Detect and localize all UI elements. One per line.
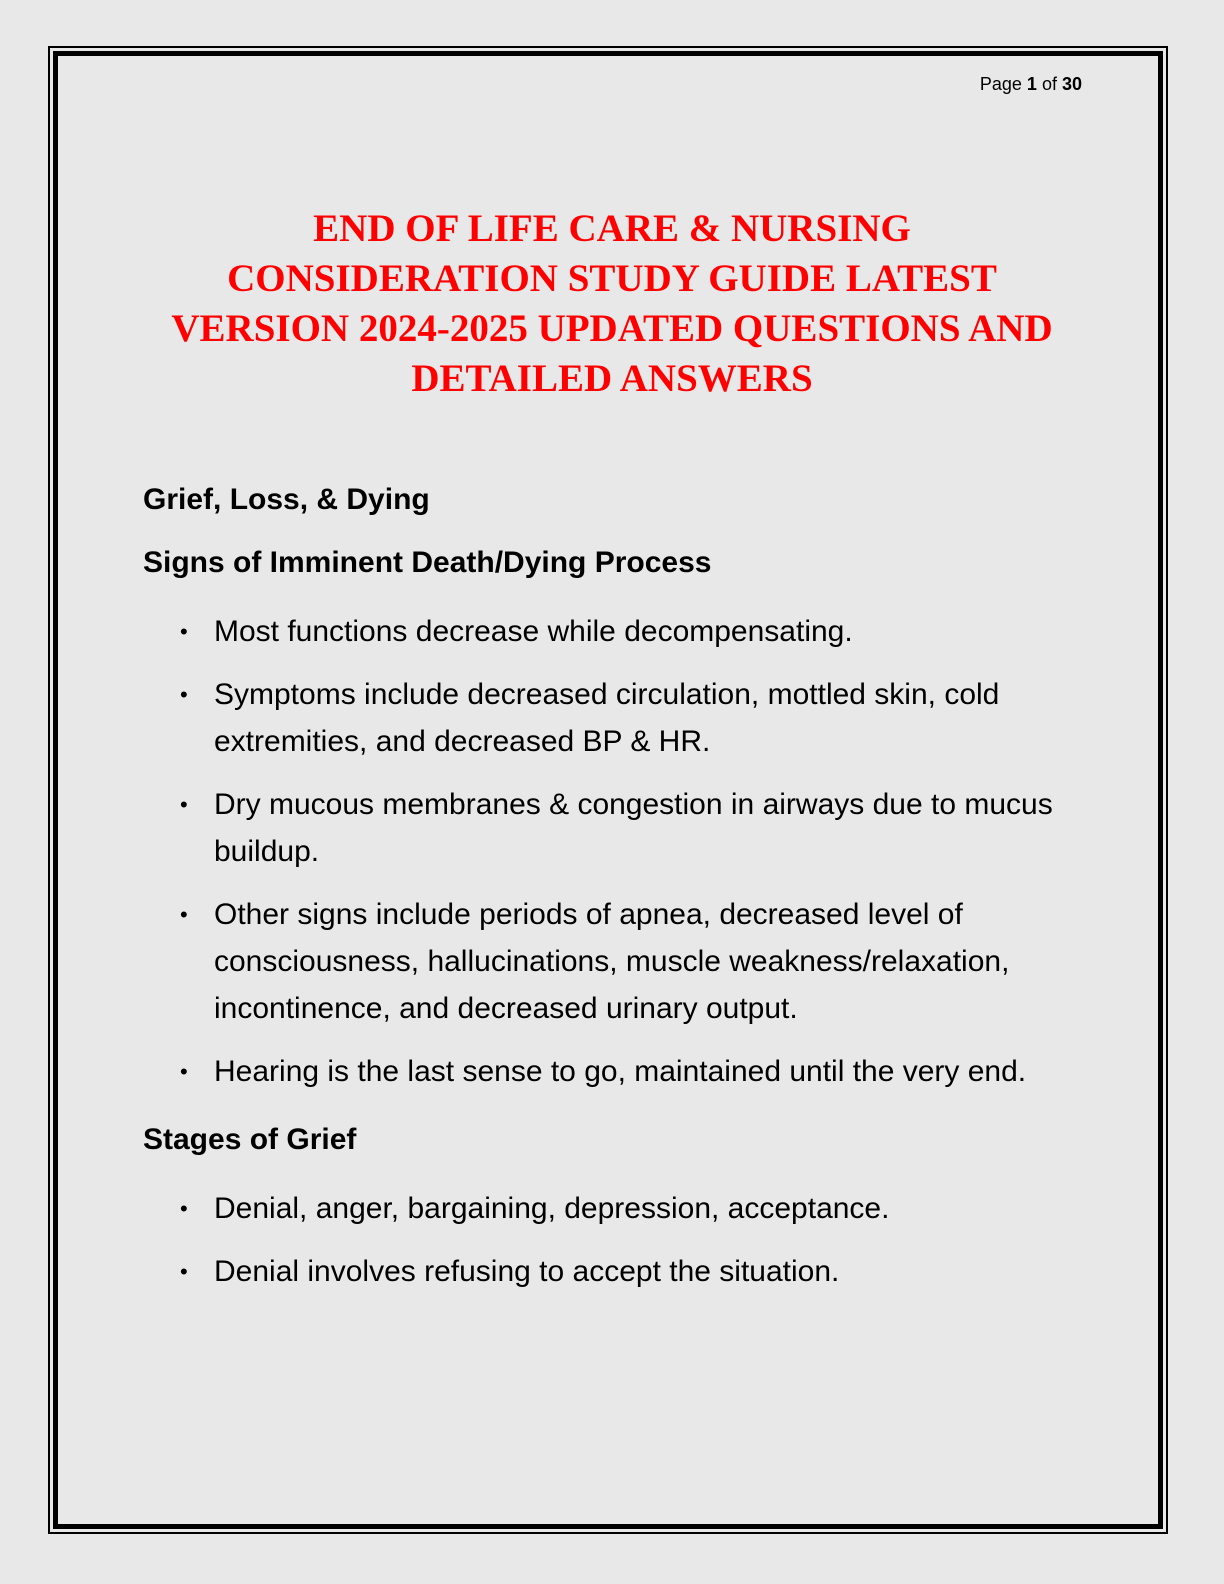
list-item-text: Denial involves refusing to accept the situation. [214,1255,840,1288]
imminent-death-list [143,608,1083,1095]
list-item [143,608,1083,655]
bullet-icon: • [180,1196,188,1221]
page-total: 30 [1061,74,1082,94]
bullet-icon: • [180,682,188,707]
list-item [143,891,1083,1032]
list-item-text: Hearing is the last sense to go, maintained until the very end. [214,1055,1027,1088]
list-item-text: Denial, anger, bargaining, depression, acceptance. [214,1192,890,1225]
stages-of-grief-heading: Stages of Grief [143,1123,357,1156]
list-item-text: Symptoms include decreased circulation, mottled skin, cold extremities, and decreased BP & HR. [214,678,1000,758]
page-of-label: of [1041,74,1057,94]
list-item-text: Dry mucous membranes & congestion in airways due to mucus buildup. [214,788,1053,868]
title-line: VERSION 2024-2025 UPDATED QUESTIONS AND [171,307,1053,350]
document-title [143,204,1081,404]
page-number [980,74,1082,95]
page-current: 1 [1026,74,1037,94]
list-item [143,1048,1083,1095]
topic-heading: Grief, Loss, & Dying [143,483,430,516]
list-item [143,1248,1083,1295]
list-item-text: Most functions decrease while decompensating. [214,615,853,648]
bullet-icon: • [180,792,188,817]
list-item [143,1185,1083,1232]
stages-of-grief-list [143,1185,1083,1295]
title-line: DETAILED ANSWERS [411,357,813,400]
imminent-death-heading: Signs of Imminent Death/Dying Process [143,546,712,579]
document-body [143,482,1083,1322]
bullet-icon: • [180,1059,188,1084]
list-item [143,671,1083,765]
list-item-text: Other signs include periods of apnea, decreased level of consciousness, hallucinations, muscle weakness/relaxation, incontinence, and decreased urinary output. [214,898,1010,1025]
bullet-icon: • [180,619,188,644]
title-line: END OF LIFE CARE & NURSING [313,207,911,250]
title-line: CONSIDERATION STUDY GUIDE LATEST [227,257,997,300]
bullet-icon: • [180,1259,188,1284]
bullet-icon: • [180,902,188,927]
page-prefix: Page [979,74,1022,94]
list-item [143,781,1083,875]
